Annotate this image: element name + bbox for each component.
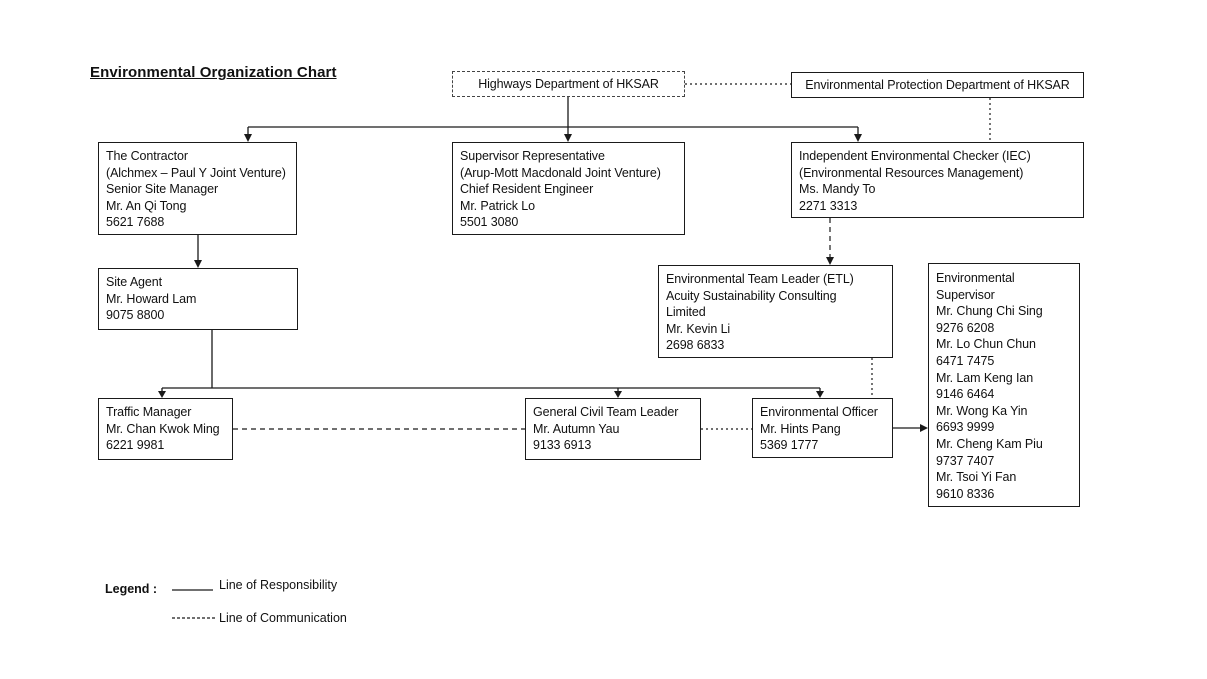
- box-line: 9075 8800: [106, 308, 165, 323]
- legend-responsibility-label: Line of Responsibility: [219, 578, 338, 592]
- legend-label: Legend :: [105, 582, 158, 596]
- box-line: Environmental: [936, 271, 1015, 285]
- box-environmental-officer: [752, 398, 893, 458]
- box-line: 5369 1777: [760, 438, 819, 453]
- arrow-contractor: [244, 134, 252, 142]
- box-line: 9276 6208: [936, 320, 995, 335]
- box-traffic-manager: [98, 398, 233, 460]
- arrow-etl: [826, 257, 834, 265]
- box-line: Mr. Autumn Yau: [533, 421, 620, 436]
- box-line: Ms. Mandy To: [799, 182, 876, 197]
- box-line: Mr. Lam Keng Ian: [936, 370, 1034, 385]
- box-environmental-supervisor: [928, 263, 1080, 507]
- box-line: Mr. Hints Pang: [760, 421, 841, 436]
- box-line: Site Agent: [106, 275, 162, 289]
- arrow-env-officer: [816, 391, 824, 398]
- arrow-supervisor-rep: [564, 134, 572, 142]
- box-independent-environmental-checker: [791, 142, 1084, 218]
- box-line: (Alchmex – Paul Y Joint Venture): [106, 165, 286, 180]
- box-line: 6693 9999: [936, 420, 995, 435]
- arrow-site-agent: [194, 260, 202, 268]
- box-contractor: [98, 142, 297, 235]
- box-line: Supervisor: [936, 287, 995, 302]
- box-line: Mr. Cheng Kam Piu: [936, 436, 1043, 451]
- box-supervisor-representative: [452, 142, 685, 235]
- page-title: Environmental Organization Chart: [90, 64, 337, 81]
- box-line: Mr. Kevin Li: [666, 321, 731, 336]
- box-environmental-protection-department: [791, 72, 1084, 98]
- box-line: Mr. Lo Chun Chun: [936, 337, 1036, 352]
- box-line: Environmental Team Leader (ETL): [666, 272, 854, 286]
- box-line: The Contractor: [106, 149, 188, 163]
- box-environmental-team-leader: [658, 265, 893, 358]
- box-line: Mr. Howard Lam: [106, 291, 197, 306]
- box-line: Mr. An Qi Tong: [106, 198, 187, 213]
- box-line: Highways Department of HKSAR: [478, 76, 659, 91]
- box-line: Supervisor Representative: [460, 149, 605, 163]
- box-line: 6471 7475: [936, 353, 995, 368]
- box-line: Traffic Manager: [106, 405, 192, 419]
- arrow-general-civil: [614, 391, 622, 398]
- box-line: (Environmental Resources Management): [799, 165, 1024, 180]
- box-line: Mr. Tsoi Yi Fan: [936, 470, 1017, 485]
- box-line: Limited: [666, 305, 706, 320]
- box-line: 9146 6464: [936, 387, 995, 402]
- box-line: Mr. Chung Chi Sing: [936, 304, 1043, 319]
- arrow-traffic-manager: [158, 391, 166, 398]
- box-line: 9133 6913: [533, 438, 592, 453]
- box-line: 5621 7688: [106, 215, 165, 230]
- box-line: (Arup-Mott Macdonald Joint Venture): [460, 165, 661, 180]
- legend-communication-label: Line of Communication: [219, 611, 347, 625]
- box-line: Environmental Protection Department of HKSAR: [805, 77, 1070, 92]
- box-line: Mr. Wong Ka Yin: [936, 403, 1028, 418]
- box-line: Senior Site Manager: [106, 182, 219, 197]
- arrow-env-supervisor: [920, 424, 928, 432]
- box-general-civil-team-leader: [525, 398, 701, 460]
- box-line: 2271 3313: [799, 198, 858, 213]
- box-line: 2698 6833: [666, 338, 725, 353]
- box-line: Chief Resident Engineer: [460, 182, 594, 197]
- arrow-iec: [854, 134, 862, 142]
- box-line: 9737 7407: [936, 453, 995, 468]
- box-line: Independent Environmental Checker (IEC): [799, 149, 1031, 163]
- box-line: 9610 8336: [936, 486, 995, 501]
- box-line: General Civil Team Leader: [533, 405, 679, 419]
- box-line: Mr. Chan Kwok Ming: [106, 421, 220, 436]
- box-line: 6221 9981: [106, 438, 165, 453]
- box-line: Environmental Officer: [760, 405, 878, 419]
- box-line: Mr. Patrick Lo: [460, 198, 536, 213]
- box-highways-department: [452, 71, 685, 97]
- box-line: 5501 3080: [460, 215, 519, 230]
- box-site-agent: [98, 268, 298, 330]
- box-line: Acuity Sustainability Consulting: [666, 288, 837, 303]
